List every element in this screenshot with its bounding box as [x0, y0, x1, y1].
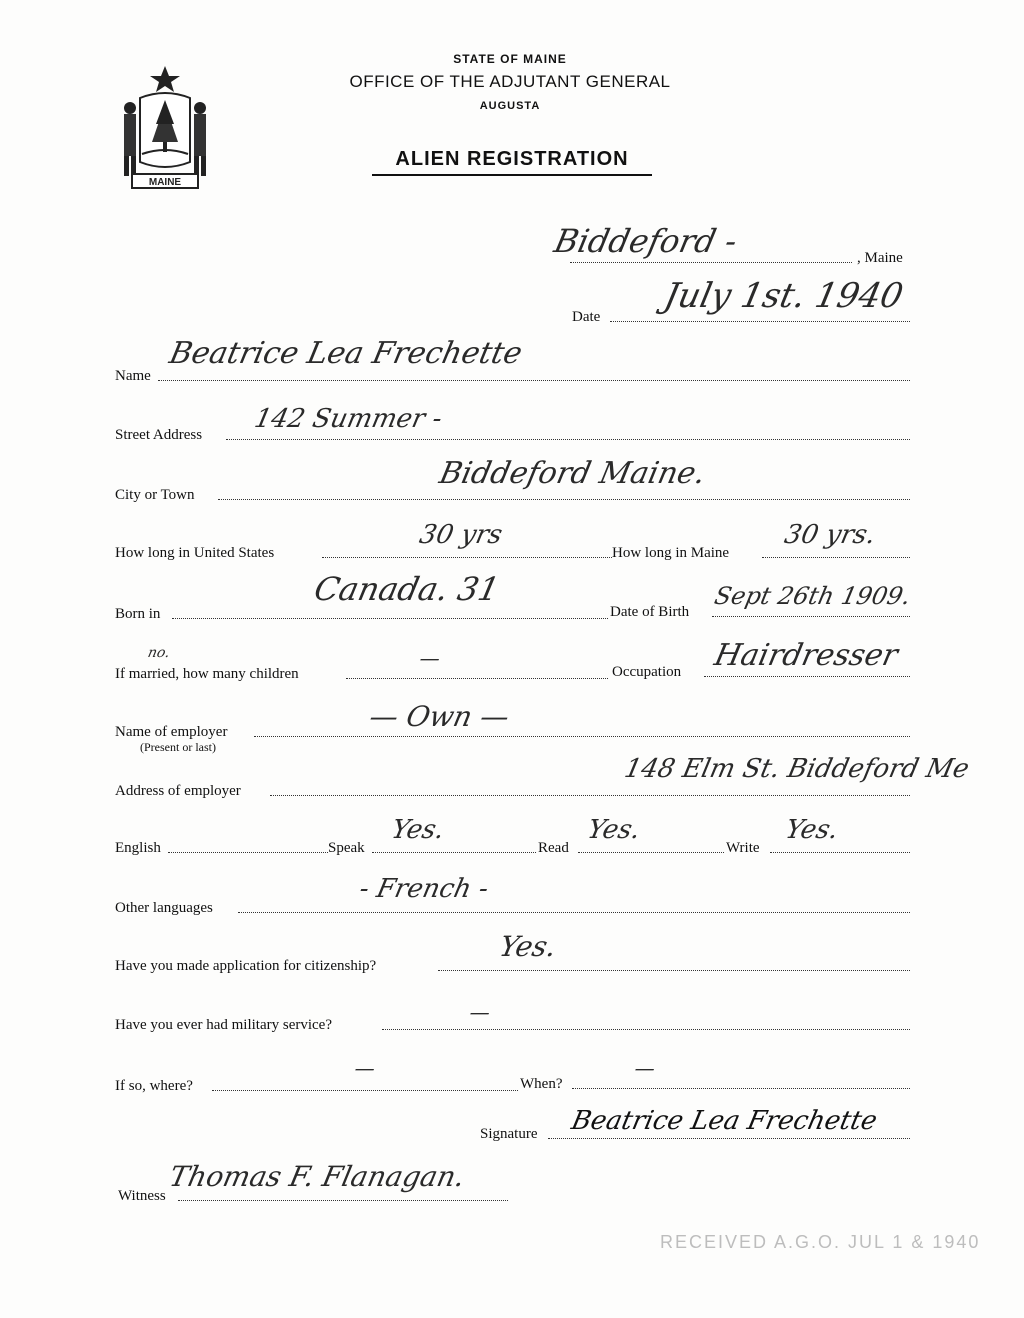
maine-len-value: 30 yrs.: [781, 520, 879, 550]
city-value: Biddeford Maine.: [436, 456, 709, 491]
born-label: Born in: [115, 606, 161, 622]
children-label: If married, how many children: [115, 666, 299, 682]
signature-line: [548, 1138, 910, 1139]
date-label: Date: [572, 309, 601, 325]
header-city: AUGUSTA: [479, 100, 541, 112]
employer-addr-value: 148 Elm St. Biddeford Me: [621, 754, 972, 784]
received-stamp: RECEIVED A.G.O. JUL 1 & 1940: [660, 1232, 981, 1252]
signature-label: Signature: [480, 1126, 538, 1142]
maine-len-label: How long in Maine: [612, 545, 730, 561]
us-label: How long in United States: [115, 545, 275, 561]
town-value: Biddeford -: [550, 222, 741, 260]
maine-label: , Maine: [857, 250, 903, 266]
employer-label: Name of employer: [115, 724, 228, 740]
write-label: Write: [726, 840, 760, 856]
other-lang-line: [238, 912, 910, 913]
street-label: Street Address: [115, 427, 203, 443]
married-value: no.: [146, 645, 172, 661]
other-lang-value: - French -: [356, 874, 492, 904]
speak-label: Speak: [328, 840, 365, 856]
name-value: Beatrice Lea Frechette: [166, 336, 526, 371]
citizenship-value: Yes.: [496, 930, 560, 963]
dob-line: [712, 616, 910, 617]
signature-value: Beatrice Lea Frechette: [568, 1106, 880, 1136]
employer-value: — Own —: [366, 700, 513, 733]
english-line: [168, 852, 328, 853]
street-line: [226, 439, 910, 440]
seal-text: MAINE: [148, 177, 182, 188]
where-value: —: [352, 1056, 378, 1080]
read-line: [578, 852, 724, 853]
speak-line: [372, 852, 536, 853]
witness-label: Witness: [118, 1188, 166, 1204]
street-value: 142 Summer -: [251, 404, 445, 434]
military-value: —: [467, 1000, 493, 1024]
name-label: Name: [115, 368, 151, 384]
other-lang-label: Other languages: [115, 900, 213, 916]
when-label: When?: [520, 1076, 563, 1092]
header-state: STATE OF MAINE: [453, 52, 567, 66]
citizenship-label: Have you made application for citizenship?: [115, 958, 377, 974]
date-line: [610, 321, 910, 322]
form-title: ALIEN REGISTRATION: [372, 148, 652, 176]
children-line: [346, 678, 608, 679]
us-value: 30 yrs: [416, 520, 506, 550]
military-label: Have you ever had military service?: [115, 1017, 332, 1033]
employer-addr-label: Address of employer: [115, 783, 241, 799]
occupation-value: Hairdresser: [711, 638, 901, 673]
when-value: —: [632, 1056, 658, 1080]
witness-value: Thomas F. Flanagan.: [166, 1160, 468, 1193]
dob-value: Sept 26th 1909.: [712, 582, 914, 610]
header-office: OFFICE OF THE ADJUTANT GENERAL: [349, 72, 671, 91]
children-value: —: [417, 646, 443, 670]
date-value: July 1st. 1940: [660, 276, 907, 316]
us-line: [322, 557, 612, 558]
when-line: [572, 1088, 910, 1089]
write-line: [770, 852, 910, 853]
town-line: [570, 262, 852, 263]
military-line: [382, 1029, 910, 1030]
write-value: Yes.: [782, 815, 842, 845]
dob-label: Date of Birth: [610, 604, 690, 620]
where-line: [212, 1090, 518, 1091]
city-line: [218, 499, 910, 500]
born-line: [172, 618, 608, 619]
maine-len-line: [762, 557, 910, 558]
name-line: [158, 380, 910, 381]
witness-line: [178, 1200, 508, 1201]
employer-note: (Present or last): [140, 740, 216, 754]
speak-value: Yes.: [388, 815, 448, 845]
english-label: English: [115, 840, 161, 856]
where-label: If so, where?: [115, 1078, 193, 1094]
city-label: City or Town: [115, 487, 195, 503]
read-label: Read: [538, 840, 569, 856]
citizenship-line: [438, 970, 910, 971]
born-value: Canada. 31: [310, 570, 503, 608]
occupation-line: [704, 676, 910, 677]
employer-line: [254, 736, 910, 737]
occupation-label: Occupation: [612, 664, 682, 680]
maine-state-seal: [112, 62, 218, 192]
read-value: Yes.: [584, 815, 644, 845]
employer-addr-line: [270, 795, 910, 796]
